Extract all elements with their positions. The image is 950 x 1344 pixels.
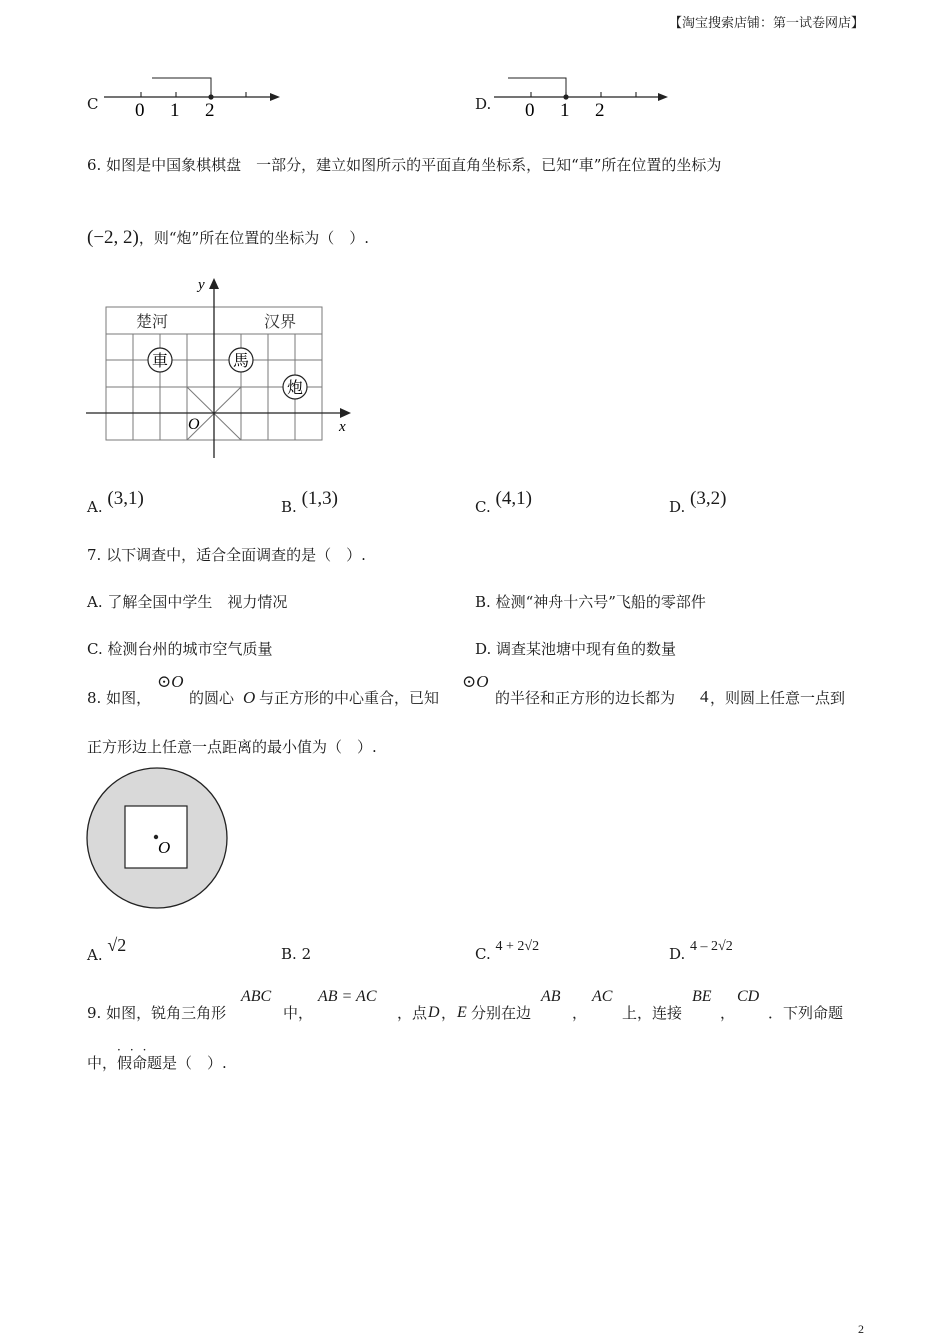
q8-option-c[interactable] [475,939,540,966]
q6-option-b-label: B. [281,498,297,516]
q6-known-coord: (−2, 2) [87,227,139,248]
tick-1: 1 [560,100,570,121]
q7-option-b-text: 检测“神舟十六号”飞船的零部件 [495,593,706,611]
q8-option-a[interactable] [87,935,127,965]
q8-figure-o-label: O [158,838,171,857]
page-number: 2 [858,1322,864,1336]
q8-circle-o-1: ⊙O [157,672,184,691]
q6-option-c-label: C. [475,498,491,516]
q9-p8: ．下列命题 [768,1004,844,1022]
q7-option-a[interactable] [87,592,287,612]
q7-option-a-label: A. [87,593,103,611]
q6-chess-board-figure [84,272,359,464]
tick-0: 0 [135,100,145,121]
q8-o: O [243,688,256,707]
tick-0: 0 [525,100,535,121]
q6-option-d-label: D. [669,498,686,516]
q8-p4: 的半径和正方形的边长都为 [495,689,676,707]
q8-p5: ，则圆上任意一点到 [710,689,846,707]
piece-che: 車 [151,351,169,370]
q7-option-d[interactable] [475,639,676,659]
origin-label: O [188,416,200,433]
q5-option-d-label: D. [475,95,492,113]
x-axis-label: x [339,419,346,435]
q6-option-d[interactable] [669,488,727,517]
q9-p1: 9. 如图，锐角三角形 [87,1004,227,1022]
q9-p2: 中， [283,1004,314,1022]
q8-p3: 与正方形的中心重合，已知 [259,689,440,707]
q7-option-c-label: C. [87,640,103,658]
q8-option-c-value: 4 + 2√2 [495,939,540,954]
q5-option-c-label: C [87,95,99,113]
q9-abc: ABC [241,988,272,1005]
q7-option-b-label: B. [475,593,491,611]
q9-p4: 分别在边 [471,1004,532,1022]
q9-emphasis-dots: ··· [117,1043,156,1057]
q6-option-d-value: (3,2) [690,488,727,509]
q7-stem: 7. 以下调查中，适合全面调查的是（ ）. [87,546,366,564]
q7-option-d-label: D. [475,640,492,658]
q8-option-b-label: B. [281,945,297,963]
q8-four: 4 [700,687,709,706]
q9-line2-c: 是（ ）. [162,1054,227,1072]
q9-emphasis-false [117,1043,163,1072]
q9-ab: AB [541,988,561,1005]
q6-option-b-value: (1,3) [301,488,338,509]
q6-stem-line1: 6. 如图是中国象棋棋盘 一部分，建立如图所示的平面直角坐标系，已知“車”所在位置的坐标为 [87,156,722,174]
q5-option-c-number-line [100,70,290,122]
q6-option-c-value: (4,1) [495,488,532,509]
piece-ma: 馬 [232,351,250,370]
q7-option-d-text: 调查某池塘中现有鱼的数量 [496,640,677,658]
q9-cd: CD [737,988,760,1005]
piece-pao: 炮 [286,378,304,397]
q9-p6: 上，连接 [622,1004,683,1022]
river-left-text: 楚河 [136,312,169,331]
q6-option-c[interactable] [475,488,532,517]
q7-option-c[interactable] [87,639,273,659]
q8-option-d-value: 4 – 2√2 [690,939,733,954]
q8-option-b[interactable] [281,944,311,964]
q9-p5: ， [572,1004,588,1022]
q8-option-c-label: C. [475,945,491,963]
q9-p7: ， [720,1004,736,1022]
q7-option-a-text: 了解全国中学生 视力情况 [107,593,288,611]
q6-option-a[interactable] [87,488,144,517]
tick-2: 2 [205,100,215,121]
q5-option-d-number-line [490,70,680,122]
q8-line2: 正方形边上任意一点距离的最小值为（ ）. [87,738,377,756]
q8-option-b-value: 2 [301,945,312,963]
q6-stem-line2 [87,228,369,248]
q8-p2: 的圆心 [189,689,235,707]
q8-option-d-label: D. [669,945,686,963]
q9-d: D [428,1004,440,1021]
q9-line2-a: 中， [87,1054,118,1072]
q8-circle-o-2: ⊙O [462,672,489,691]
q6-stem-line2-text: ，则“炮”所在位置的坐标为（ ）. [138,229,369,247]
q6-option-a-value: (3,1) [107,488,144,509]
q8-option-a-value: √2 [107,935,127,955]
q9-ac: AC [592,988,613,1005]
q9-false-proposition: 假命题 [117,1054,163,1072]
q8-circle-square-figure [84,766,232,912]
q8-option-d[interactable] [669,939,733,966]
tick-2: 2 [595,100,605,121]
q9-e: E [457,1004,467,1021]
shop-header: 【淘宝搜索店铺：第一试卷网店】 [668,16,864,31]
river-right-text: 汉界 [264,312,297,331]
q7-option-b[interactable] [475,592,706,612]
q9-be: BE [692,988,712,1005]
q8-p1: 8. 如图， [87,689,152,707]
tick-1: 1 [170,100,180,121]
q7-option-c-text: 检测台州的城市空气质量 [107,640,273,658]
q9-p3: ，点 [397,1004,428,1022]
q6-option-a-label: A. [87,498,103,516]
q9-line2 [87,1043,227,1073]
y-axis-label: y [198,277,205,293]
q6-option-b[interactable] [281,488,338,517]
q8-option-a-label: A. [87,946,103,964]
q9-eq: AB = AC [318,988,377,1005]
q9-comma: ， [441,1004,457,1022]
